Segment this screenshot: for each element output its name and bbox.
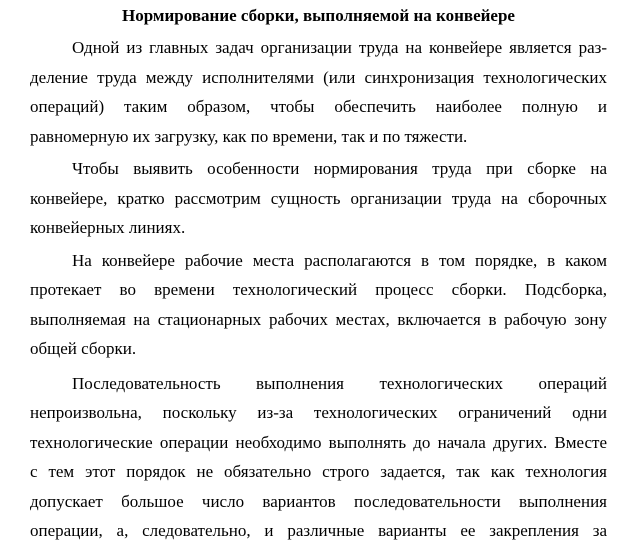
paragraph-4-line-4: с тем этот порядок не обязательно строго задается, так как технология: [30, 462, 607, 481]
paragraph-4-line-3: технологические операции необходимо выполнять до начала других. Вместе: [30, 432, 607, 452]
document-heading: Нормирование сборки, выполняемой на конвейере: [122, 6, 515, 25]
paragraph-1-line-3: операций) таким образом, чтобы обеспечить наиболее полную и: [30, 97, 607, 116]
paragraph-3-line-4: общей сборки.: [30, 339, 137, 358]
paragraph-3-line-2: протекает во времени технологический процесс сборки. Подсборка,: [30, 280, 607, 299]
paragraph-1-line-1: Одной из главных задач организации труда на конвейере является раз-: [72, 38, 607, 57]
paragraph-3-line-3: выполняемая на стационарных рабочих местах, включается в рабочую зону: [30, 309, 607, 329]
paragraph-2: [30, 154, 607, 243]
paragraph-2-line-3: конвейерных линиях.: [30, 218, 186, 237]
paragraph-4: [30, 369, 607, 546]
paragraph-3-line-1: На конвейере рабочие места располагаются в том порядке, в каком: [72, 250, 607, 270]
paragraph-4-line-1: Последовательность выполнения технологических операций: [72, 373, 607, 393]
paragraph-1: [30, 33, 607, 151]
paragraph-4-line-5: допускает большое число вариантов последовательности выполнения: [30, 491, 607, 511]
paragraph-4-line-2: непроизвольна, поскольку из-за технологических ограничений одни: [30, 403, 607, 422]
paragraph-1-line-2: деление труда между исполнителями (или синхронизация технологических: [30, 67, 607, 87]
paragraph-4-line-6: операции, а, следовательно, и различные варианты ее закрепления за: [30, 521, 607, 540]
paragraph-2-line-1: Чтобы выявить особенности нормирования труда при сборке на: [72, 159, 607, 178]
paragraph-3: [30, 246, 607, 364]
paragraph-2-line-2: конвейере, кратко рассмотрим сущность организации труда на сборочных: [30, 188, 607, 208]
paragraph-1-line-4: равномерную их загрузку, как по времени, так и по тяжести.: [30, 126, 468, 146]
document-page: [30, 0, 607, 546]
